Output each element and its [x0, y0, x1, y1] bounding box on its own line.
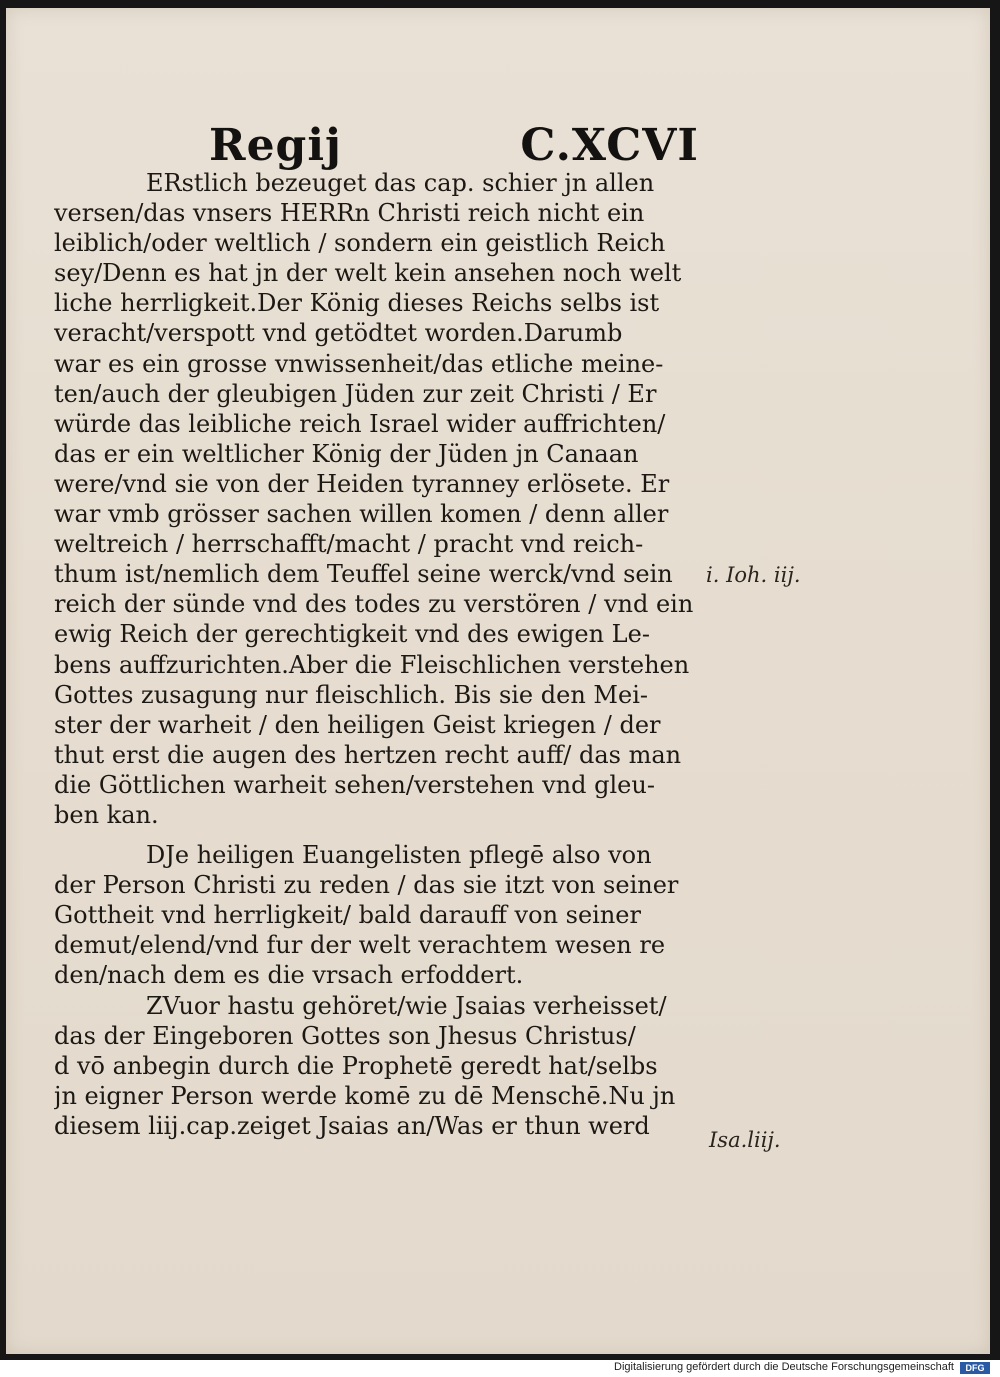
- text-line: den/nach dem es die vrsach erfoddert.: [54, 961, 524, 990]
- text-line: versen/das vnsers HERRn Christi reich nicht ein: [54, 199, 645, 228]
- text-line: ben kan.: [54, 800, 159, 829]
- margin-note-reference: i. Ioh. iij.: [706, 563, 801, 587]
- text-line: bens auffzurichten.Aber die Fleischlichen verstehen: [54, 650, 690, 679]
- text-line: der Person Christi zu reden / das sie itzt von seiner: [54, 871, 679, 900]
- text-line: ERstlich bezeuget das cap. schier jn allen: [146, 169, 655, 197]
- text-line: war vmb grösser sachen willen komen / denn aller: [54, 500, 669, 529]
- funding-credit: Digitalisierung gefördert durch die Deutsche Forschungsgemeinschaft: [614, 1361, 954, 1373]
- text-line: war es ein grosse vnwissenheit/das etliche meine-: [54, 349, 664, 378]
- text-line: demut/elend/vnd fur der welt verachtem wesen re: [54, 931, 666, 960]
- text-line: ster der warheit / den heiligen Geist kriegen / der: [54, 710, 661, 739]
- text-line: ZVuor hastu gehöret/wie Jsaias verheisset/: [146, 991, 667, 1020]
- text-line: ewig Reich der gerechtigkeit vnd des ewigen Le-: [54, 620, 650, 649]
- text-line: diesem liij.cap.zeiget Jsaias an/Was er thun werd: [54, 1111, 650, 1140]
- text-line: thut erst die augen des hertzen recht auff/ das man: [54, 740, 682, 769]
- text-line: Gottes zusagung nur fleischlich. Bis sie den Mei-: [54, 680, 648, 709]
- text-line: jn eigner Person werde komē zu dē Menschē.Nu jn: [54, 1081, 676, 1110]
- text-line: würde das leibliche reich Israel wider auffrichten/: [54, 409, 666, 438]
- margin-note-reference: Isa.liij.: [709, 1128, 781, 1152]
- text-line: thum ist/nemlich dem Teuffel seine werck/vnd sein: [54, 560, 673, 589]
- text-line: veracht/verspott vnd getödtet worden.Darumb: [54, 319, 623, 348]
- text-line: sey/Denn es hat jn der welt kein ansehen noch welt: [54, 259, 682, 288]
- folio-number: C.XCVI: [520, 120, 699, 171]
- paragraph-gap: [54, 830, 714, 840]
- dfg-logo-icon: DFG: [960, 1362, 990, 1374]
- text-line: das der Eingeboren Gottes son Jhesus Christus/: [54, 1021, 636, 1050]
- running-title: Regij: [209, 120, 342, 171]
- text-line: die Göttlichen warheit sehen/verstehen vnd gleu-: [54, 770, 655, 799]
- text-line: DJe heiligen Euangelisten pflegē also von: [146, 841, 652, 870]
- text-line: were/vnd sie von der Heiden tyranney erlösete. Er: [54, 469, 670, 498]
- text-line: reich der sünde vnd des todes zu verstören / vnd ein: [54, 590, 694, 619]
- text-line: d vō anbegin durch die Prophetē geredt hat/selbs: [54, 1051, 658, 1080]
- text-line: Gottheit vnd herrligkeit/ bald darauff von seiner: [54, 901, 641, 930]
- text-line: liche herrligkeit.Der König dieses Reichs selbs ist: [54, 289, 660, 318]
- digitization-footer: [0, 1360, 1000, 1377]
- text-line: weltreich / herrschafft/macht / pracht vnd reich-: [54, 530, 644, 559]
- text-line: ten/auch der gleubigen Jüden zur zeit Christi / Er: [54, 379, 657, 408]
- book-page: [6, 8, 990, 1354]
- body-text: [54, 168, 714, 1141]
- text-line: das er ein weltlicher König der Jüden jn Canaan: [54, 439, 639, 468]
- text-line: leiblich/oder weltlich / sondern ein geistlich Reich: [54, 229, 666, 258]
